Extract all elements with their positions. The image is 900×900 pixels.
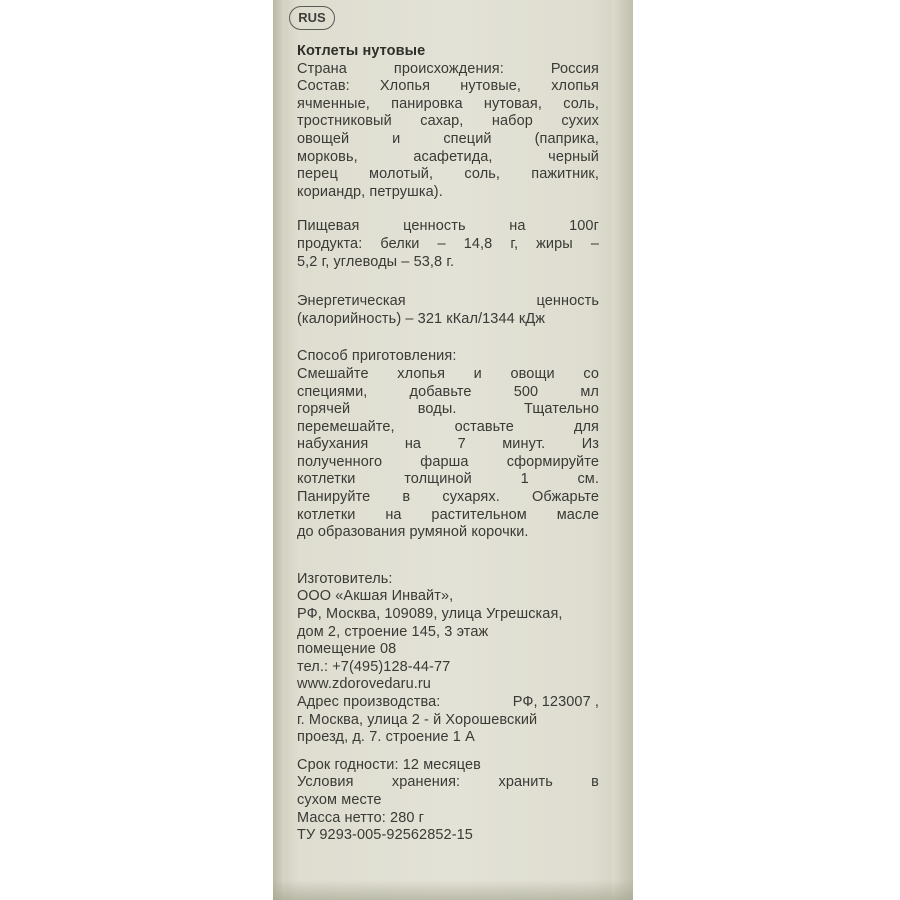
preparation-line: Панируйте в сухарях. Обжарьте: [297, 489, 599, 506]
product-title: Котлеты нутовые: [297, 43, 426, 59]
preparation-line: набухания на 7 минут. Из: [297, 436, 599, 453]
energy-line: (калорийность) – 321 кКал/1344 кДж: [297, 310, 546, 327]
preparation-line: перемешайте, оставьте для: [297, 418, 599, 435]
nutrition-line: продукта: белки – 14,8 г, жиры –: [297, 235, 599, 252]
shelf-life: Срок годности: 12 месяцев: [297, 756, 481, 773]
manufacturer-heading: Изготовитель:: [297, 570, 393, 587]
preparation-line: специями, добавьте 500 мл: [297, 383, 599, 400]
ingredients-label: [297, 43, 599, 845]
composition-line: Состав: Хлопья нутовые, хлопья: [297, 78, 599, 95]
manufacturer-website: www.zdorovedaru.ru: [297, 676, 431, 693]
production-address-label: Адрес производства:: [297, 694, 441, 710]
storage-conditions: Условия хранения: хранить в: [297, 774, 599, 791]
preparation-line: до образования румяной корочки.: [297, 524, 529, 541]
composition-line: тростниковый сахар, набор сухих: [297, 113, 599, 130]
package-left-edge: [273, 0, 285, 900]
production-address-row: [297, 694, 599, 712]
preparation-line: Смешайте хлопья и овощи со: [297, 365, 599, 382]
composition-line: морковь, асафетида, черный: [297, 148, 599, 165]
production-address-line: г. Москва, улица 2 - й Хорошевский: [297, 711, 538, 728]
package-bottom-shadow: [273, 880, 633, 900]
storage-conditions-end: сухом месте: [297, 791, 382, 808]
production-address-start: РФ, 123007 ,: [512, 694, 599, 710]
net-weight: Масса нетто: 280 г: [297, 809, 425, 826]
manufacturer-line: дом 2, строение 145, 3 этаж: [297, 623, 489, 640]
composition-line: перец молотый, соль, пажитник,: [297, 166, 599, 183]
nutrition-line: 5,2 г, углеводы – 53,8 г.: [297, 253, 455, 270]
composition-line: овощей и специй (паприка,: [297, 130, 599, 147]
manufacturer-phone: тел.: +7(495)128-44-77: [297, 658, 451, 675]
manufacturer-line: ООО «Акшая Инвайт»,: [297, 588, 454, 605]
package-right-edge: [612, 0, 633, 900]
composition-line: Страна происхождения: Россия: [297, 60, 599, 77]
language-badge: RUS: [289, 6, 335, 30]
energy-line: Энергетическая ценность: [297, 293, 599, 310]
composition-line: ячменные, панировка нутовая, соль,: [297, 95, 599, 112]
manufacturer-line: помещение 08: [297, 641, 397, 658]
nutrition-line: Пищевая ценность на 100г: [297, 218, 599, 235]
tech-spec-code: ТУ 9293-005-92562852-15: [297, 827, 473, 844]
composition-line: кориандр, петрушка).: [297, 183, 443, 200]
preparation-line: полученного фарша сформируйте: [297, 453, 599, 470]
manufacturer-line: РФ, Москва, 109089, улица Угрешская,: [297, 606, 563, 623]
preparation-line: котлетки на растительном масле: [297, 506, 599, 523]
preparation-heading: Способ приготовления:: [297, 348, 457, 365]
preparation-line: котлетки толщиной 1 см.: [297, 471, 599, 488]
production-address-line: проезд, д. 7. строение 1 А: [297, 729, 475, 746]
preparation-line: горячей воды. Тщательно: [297, 401, 599, 418]
